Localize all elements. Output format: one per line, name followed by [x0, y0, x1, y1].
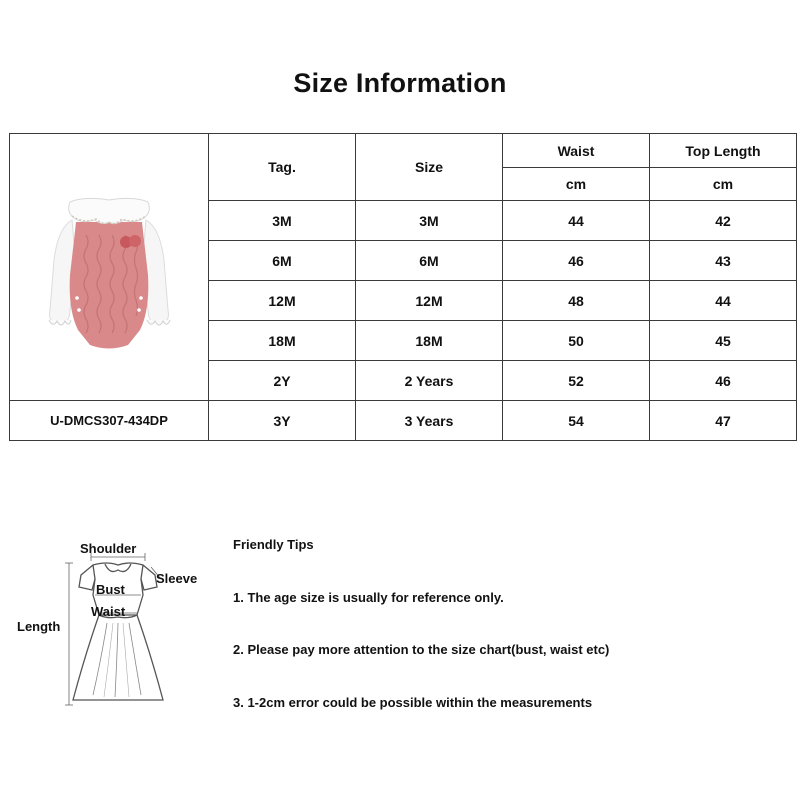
cell-tag: 18M — [209, 321, 356, 361]
table-row — [10, 401, 797, 441]
product-code: U-DMCS307-434DP — [10, 401, 209, 441]
tip-item: 2. Please pay more attention to the size chart(bust, waist etc) — [233, 642, 610, 657]
page-title: Size Information — [293, 68, 507, 98]
header-size: Size — [356, 134, 503, 201]
header-top-length: Top Length — [650, 134, 797, 168]
cell-length: 47 — [650, 401, 797, 441]
cell-size: 18M — [356, 321, 503, 361]
cell-length: 42 — [650, 201, 797, 241]
cell-tag: 2Y — [209, 361, 356, 401]
cell-waist: 52 — [503, 361, 650, 401]
size-table — [9, 133, 797, 441]
cell-size: 6M — [356, 241, 503, 281]
cell-tag: 6M — [209, 241, 356, 281]
cell-length: 44 — [650, 281, 797, 321]
tips-heading: Friendly Tips — [233, 537, 314, 552]
header-waist: Waist — [503, 134, 650, 168]
product-image-cell — [10, 134, 209, 401]
product-romper-image — [44, 180, 174, 355]
cell-size: 3 Years — [356, 401, 503, 441]
cell-waist: 54 — [503, 401, 650, 441]
cell-size: 2 Years — [356, 361, 503, 401]
cell-size: 3M — [356, 201, 503, 241]
tip-item: 3. 1-2cm error could be possible within the measurements — [233, 695, 593, 710]
cell-waist: 44 — [503, 201, 650, 241]
tip-item: 1. The age size is usually for reference only. — [233, 590, 504, 605]
cell-waist: 46 — [503, 241, 650, 281]
cell-waist: 50 — [503, 321, 650, 361]
label-shoulder: Shoulder — [80, 541, 137, 556]
unit-length: cm — [650, 168, 797, 201]
cell-length: 46 — [650, 361, 797, 401]
cell-tag: 12M — [209, 281, 356, 321]
cell-length: 43 — [650, 241, 797, 281]
label-waist: Waist — [91, 604, 126, 619]
table-header-row — [10, 134, 797, 168]
header-tag: Tag. — [209, 134, 356, 201]
cell-size: 12M — [356, 281, 503, 321]
label-bust: Bust — [96, 582, 125, 597]
cell-waist: 48 — [503, 281, 650, 321]
cell-tag: 3M — [209, 201, 356, 241]
label-length: Length — [17, 619, 61, 634]
label-sleeve: Sleeve — [156, 571, 198, 586]
cell-tag: 3Y — [209, 401, 356, 441]
unit-waist: cm — [503, 168, 650, 201]
measurement-guide — [15, 535, 215, 715]
cell-length: 45 — [650, 321, 797, 361]
